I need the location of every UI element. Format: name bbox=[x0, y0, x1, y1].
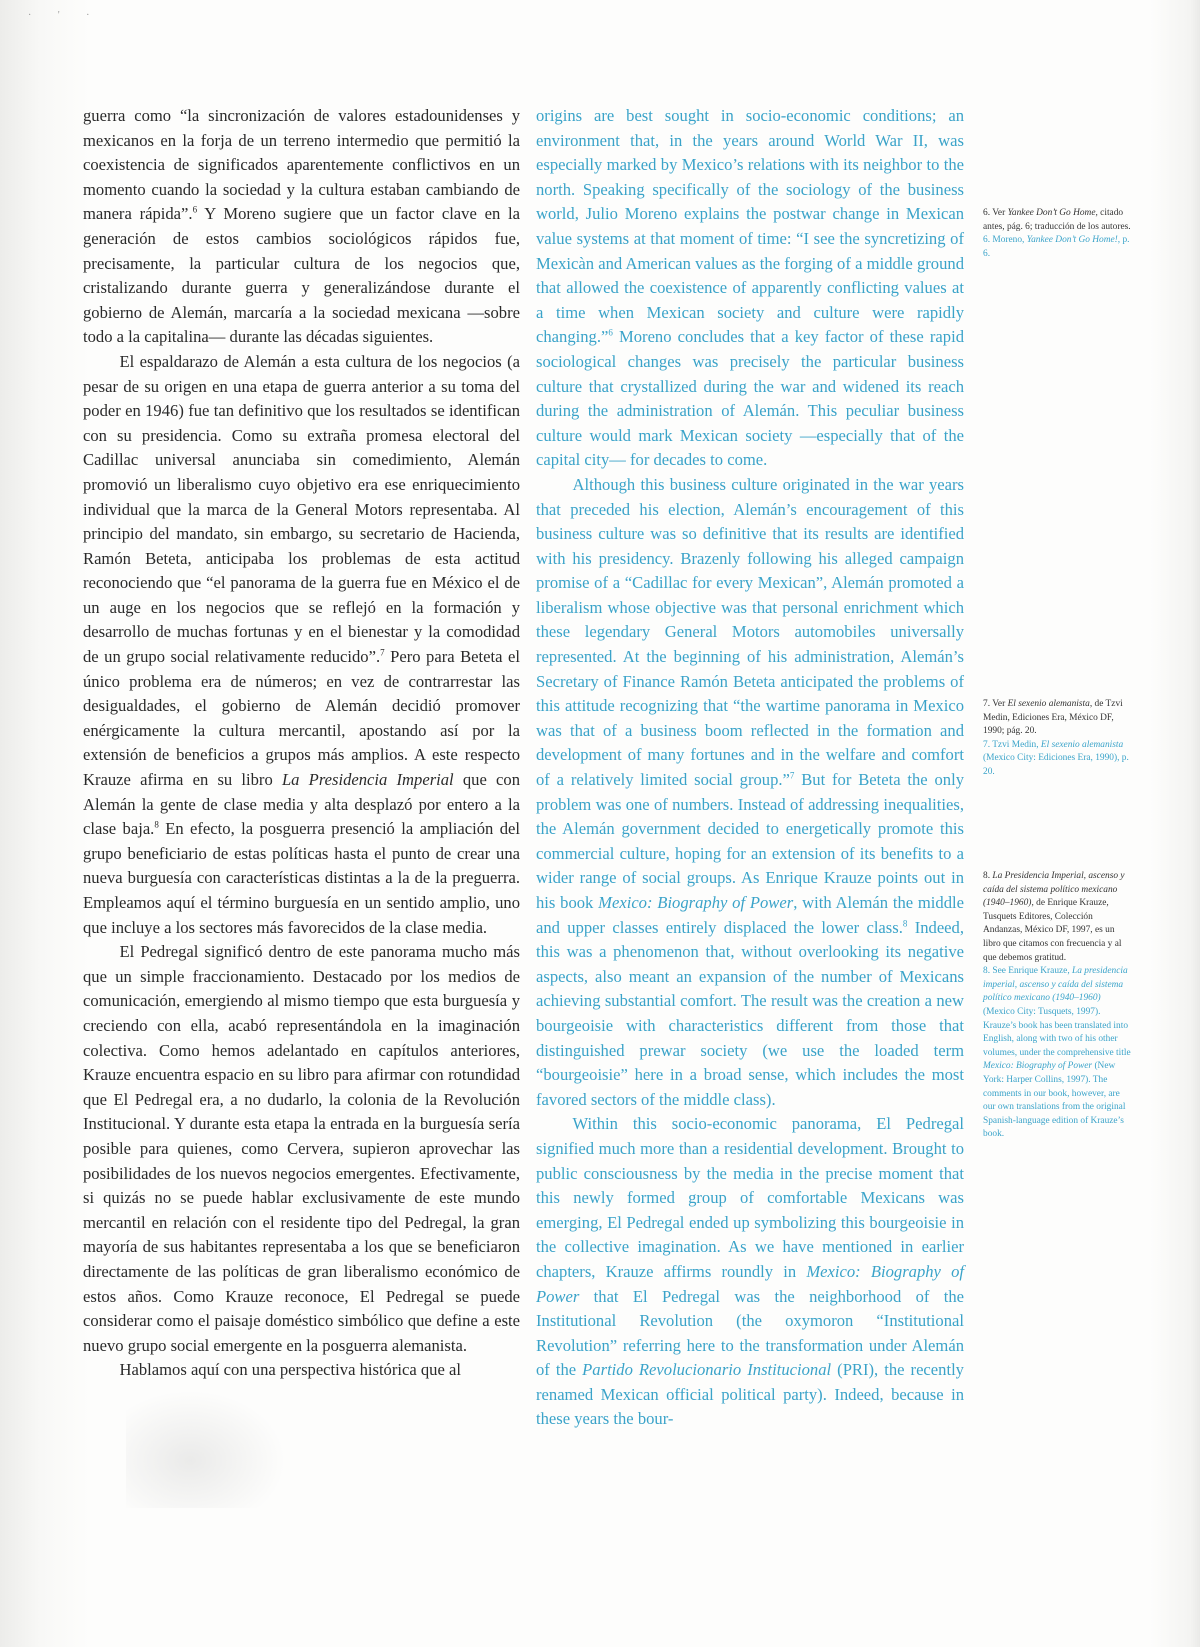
english-text-column bbox=[536, 104, 964, 1432]
footnote-ref-7[interactable]: 7 bbox=[380, 647, 385, 658]
footnote-7 bbox=[983, 698, 1133, 780]
footnote-6-english: 6. Moreno, Yankee Don’t Go Home!, p. 6. bbox=[983, 235, 1130, 259]
en-paragraph-3: Within this socio-economic panorama, El Pedregal signified much more than a residential development. Brought to public consciousness by the media in the precise moment that this newly formed group of comfortable Mexicans was emerging, El Pedregal ended up symbolizing this bourgeoisie in the collective imagination. As we have mentioned in earlier chapters, Krauze affirms roundly in Mexico: Biography of Power that El Pedregal was the neighborhood of the Institutional Revolution (the oxymoron “Institutional Revolution” referring here to the transformation under Alemán of the Partido Revolucionario Institucional (PRI), the recently renamed Mexican official political party). Indeed, because in these years the bour- bbox=[536, 1114, 964, 1429]
footnote-6 bbox=[983, 207, 1133, 261]
es-paragraph-4: Hablamos aquí con una perspectiva histórica que al bbox=[119, 1360, 461, 1380]
footnote-ref-6[interactable]: 6 bbox=[192, 204, 198, 215]
book-title: La Presidencia Imperial bbox=[281, 770, 454, 790]
en-paragraph-2: Although this business culture originated in the war years that preceded his election, Alemán’s encouragement of this business culture was so definitive that its results are identified with his presidency. Brazenly following his alleged campaign promise of a “Cadillac for every Mexican”, Alemán promoted a liberalism whose objective was that personal enrichment which these legendary General Motors automobiles universally represented. At the beginning of his administration, Alemán’s Secretary of Finance Ramón Beteta anticipated the problems of this attitude recognizing that “the wartime panorama in Mexico was that of a business boom reflected in the formation and development of many fortunes and in the welfare and comfort of a relatively limited social group.”$^7$ But for Beteta the only problem was one of numbers. Instead of addressing inequalities, the Alemán government decided to energetically promote this commercial culture, hoping for an extension of its benefits to a wider range of social groups. As Enrique Krauze points out in his book Mexico: Biography of Power, with Alemán the middle and upper classes entirely displaced the lower class.$^8$ Indeed, this was a phenomenon that, without overlooking its negative aspects, also meant an expansion of the number of Mexicans achieving substantial comfort. The result was the creation a new bourgeoisie with characteristics different from those that distinguished prewar society (we use the loaded term “bourgeoisie” here in a broad sense, which includes the most favored sectors of the middle class). bbox=[536, 474, 964, 1109]
footnote-8 bbox=[983, 870, 1133, 1142]
scan-corner-marks: · ' · bbox=[28, 10, 102, 21]
book-title: Mexico: Biography of Power bbox=[598, 893, 794, 912]
footnote-ref-8[interactable]: 8 bbox=[154, 819, 159, 830]
es-paragraph-3: El Pedregal significó dentro de este panorama mucho más que un simple fraccionamiento. Destacado por los medios de comunicación, emergiendo al mismo tiempo que esta burguesía y creciendo con ella, acabó representándola en la imaginación colectiva. Como hemos adelantado en capítulos anteriores, Krauze encuentra espacio en su libro para afirmar con rotundidad que El Pedregal era, a no dudarlo, la colonia de la Revolución Institucional. Y durante esta etapa la entrada en la burguesía sería posible para quienes, como Cervera, supieron aprovechar las posibilidades de los nuevos negocios emergentes. Efectivamente, si quizás no se puede hablar exclusivamente de este mundo mercantil en relación con el residente tipo del Pedregal, la gran mayoría de sus habitantes representaba a los que se beneficiaron directamente de las políticas de gran liberalismo económico de estos años. Como Krauze reconoce, El Pedregal se puede considerar como el paisaje doméstico simbólico que define a este nuevo grupo social emergente en la posguerra alemanista. bbox=[83, 942, 520, 1355]
party-name: Partido Revolucionario Institucional bbox=[582, 1360, 832, 1380]
footnote-8-english: 8. See Enrique Krauze, La presidencia imperial, ascenso y caída del sistema político mexicano (1940–1960) (Mexico City: Tusquets, 1997). Krauze’s book has been translated into English, along with two of his other volumes, under the comprehensive title Mexico: Biography of Power (New York: Harper Collins, 1997). The comments in our book, however, are our own translations from the original Spanish-language edition of Krauze’s book. bbox=[983, 966, 1131, 1140]
en-paragraph-1: origins are best sought in socio-economic conditions; an environment that, in the years around World War II, was especially marked by Mexico’s relations with its neighbor to the north. Speaking specifically of the sociology of the business world, Julio Moreno explains the postwar change in Mexican value systems at that moment of time: “I see the syncretizing of Mexicàn and American values as the forging of a middle ground that allowed the coexistence of apparently conflicting values at a time when Mexican society and culture were rapidly changing.”$^6$ Moreno concludes that a key factor of these rapid sociological changes was precisely the particular business culture that crystallized during the war and widened its reach during the administration of Alemán. This peculiar business culture would mark Mexican society —especially that of the capital city— for decades to come. bbox=[536, 106, 964, 470]
spanish-text-column bbox=[83, 104, 520, 1383]
book-title: Mexico: Biography of Power bbox=[536, 1261, 964, 1306]
footnote-7-spanish: 7. Ver El sexenio alemanista, de Tzvi Medin, Ediciones Era, México DF, 1990; pág. 20. bbox=[983, 699, 1123, 737]
footnote-ref-7[interactable]: 7 bbox=[789, 770, 795, 781]
footnote-ref-6[interactable]: 6 bbox=[608, 327, 613, 338]
footnote-6-spanish: 6. Ver Yankee Don’t Go Home, citado antes, pág. 6; traducción de los autores. bbox=[983, 208, 1131, 232]
es-paragraph-1: guerra como “la sincronización de valores estadounidenses y mexicanos en la forja de un terreno intermedio que permitió la coexistencia de significados aparentemente conflictivos en un momento cuando la sociedad y la cultura estaban cambiando de manera rápida”.$^6$ Y Moreno sugiere que un factor clave en la generación de estos cambios sociológicos rápidos fue, precisamente, la particular cultura de los negocios que, cristalizando durante guerra y generalizándose durante el gobierno de Alemán, marcaría a la sociedad mexicana —sobre todo a la capitalina— durante las décadas siguientes. bbox=[83, 106, 520, 347]
footnote-8-spanish: 8. La Presidencia Imperial, ascenso y caída del sistema político mexicano (1940–1960), de Enrique Krauze, Tusquets Editores, Colección Andanzas, México DF, 1997, es un libro que citamos con frecuencia y al que debemos gratitud. bbox=[983, 871, 1125, 963]
footnote-7-english: 7. Tzvi Medin, El sexenio alemanista (Mexico City: Ediciones Era, 1990), p. 20. bbox=[983, 739, 1129, 777]
footnote-ref-8[interactable]: 8 bbox=[902, 918, 908, 929]
es-paragraph-2: El espaldarazo de Alemán a esta cultura de los negocios (a pesar de su origen en una etapa de guerra anterior a su toma del poder en 1946) fue tan definitivo que los resultados se identifican con su presidencia. Como su extraña promesa electoral del Cadillac universal anunciaba sin comedimiento, Alemán promovió un liberalismo cuyo objetivo era ese enriquecimiento individual que la marca de la General Motors representaba. Al principio del mandato, sin embargo, su secretario de Hacienda, Ramón Beteta, anticipaba los problemas de esta actitud reconociendo que “el panorama de la guerra fue en México el de un auge en los negocios que se reflejó en la formación y desarrollo de muchas fortunas y en el bienestar y la comodidad de un grupo social relativamente reducido”.$^7$ Pero para Beteta el único problema era de números; en vez de contrarrestar las desigualdades, el gobierno de Alemán decidió promover enérgicamente la cultura mercantil, apostando así por la extensión de beneficios a grupos más amplios. A este respecto Krauze afirma en su libro La Presidencia Imperial que con Alemán la gente de clase media y alta desplazó por entero a la clase baja.$^8$ En efecto, la posguerra presenció la ampliación del grupo beneficiario de estas políticas hasta el punto de crear una nueva burguesía con características distintas a la de la preguerra. Empleamos aquí el término burguesía en un sentido amplio, uno que incluye a los sectores más favorecidos de la clase media. bbox=[83, 351, 520, 937]
